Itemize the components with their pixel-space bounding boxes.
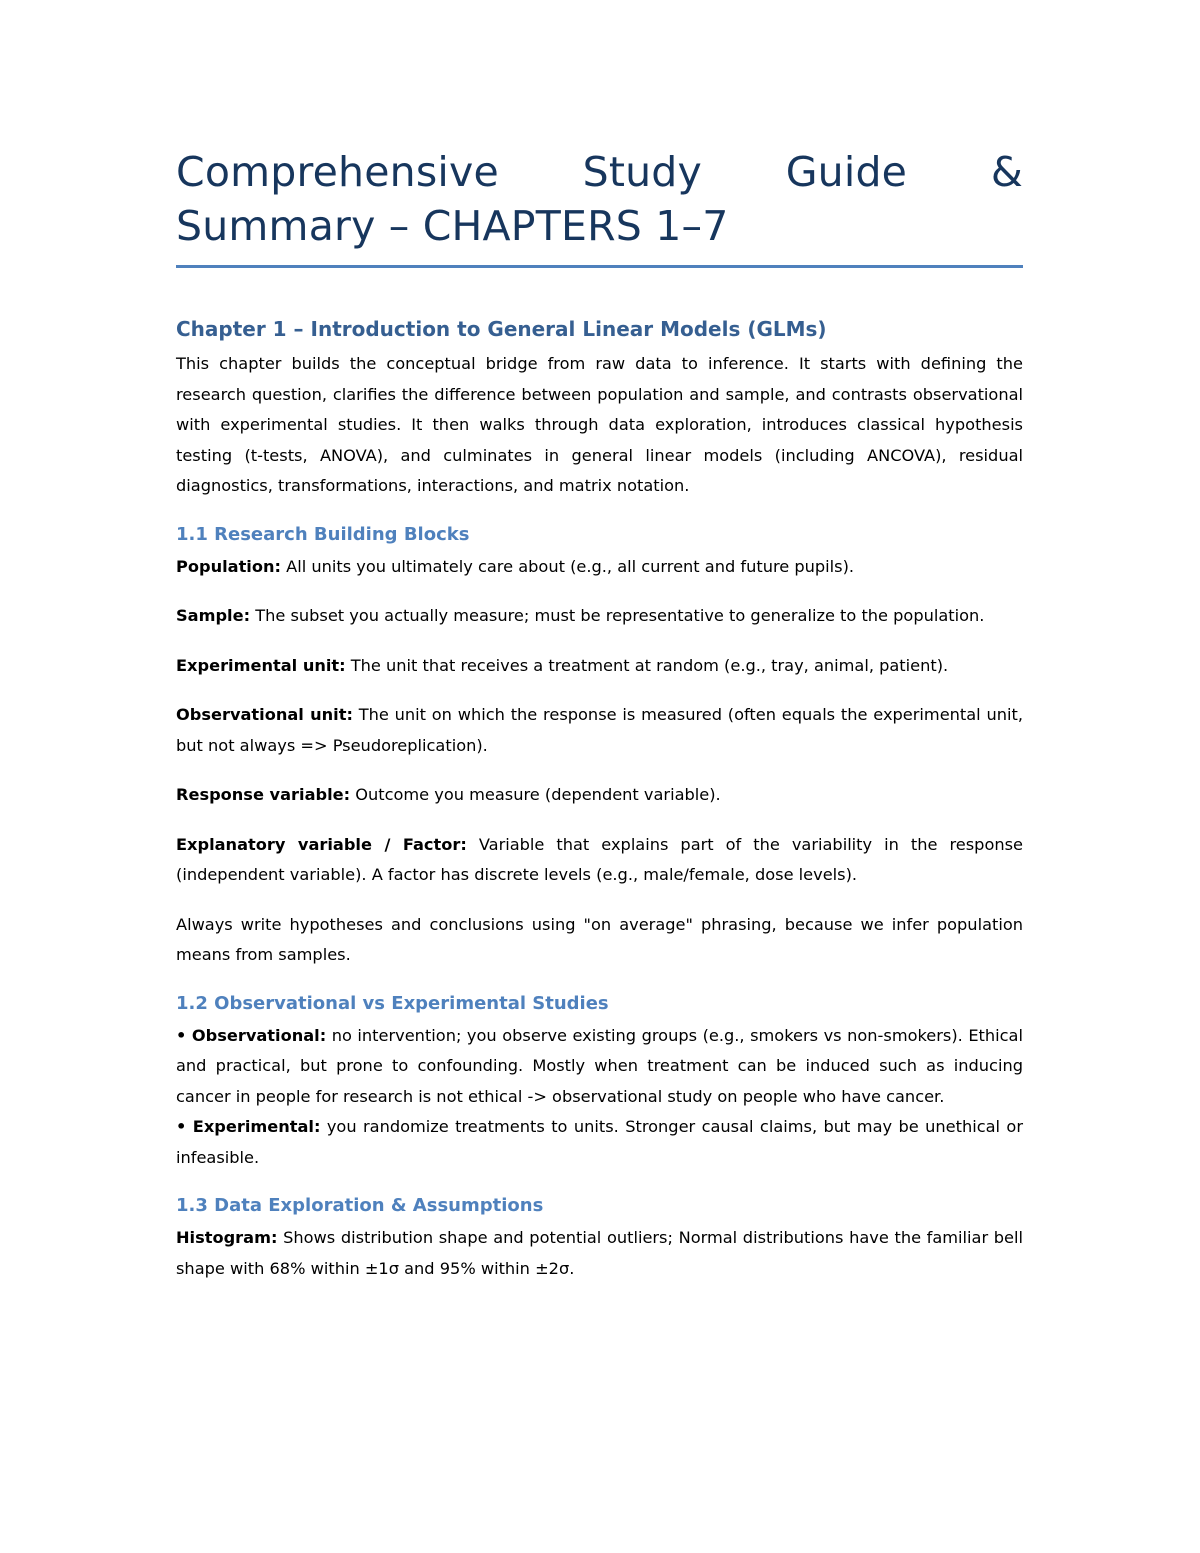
term-label: Experimental: [192, 1117, 321, 1136]
term-label: Response variable: [176, 785, 351, 804]
term-label: Observational unit: [176, 705, 353, 724]
bullet-experimental [176, 1112, 1023, 1173]
section-1-2-heading: 1.2 Observational vs Experimental Studies [176, 992, 609, 1014]
section-1-3-heading: 1.3 Data Exploration & Assumptions [176, 1195, 544, 1216]
on-average-note: Always write hypotheses and conclusions using "on average" phrasing, because we infer population means from samples. [176, 914, 1023, 964]
definition-text: The unit that receives a treatment at random (e.g., tray, animal, patient). [345, 655, 949, 675]
title-line-1 [176, 145, 1023, 199]
document-page [176, 145, 1023, 1284]
definition-sample [176, 601, 1023, 632]
term-label: Sample: [176, 606, 251, 625]
definition-experimental-unit [176, 651, 1023, 682]
chapter-1-intro: This chapter builds the conceptual bridge from raw data to inference. It starts with defining the research question, clarifies the difference between population and sample, and contrasts observational with experimental studies. It then walks through data exploration, introduces classical hypothesis testing (t-tests, ANOVA), and culminates in general linear models (including ANCOVA), residual diagnostics, transformations, interactions, and matrix notation. [176, 354, 1023, 495]
definition-observational-unit [176, 700, 1023, 761]
term-label: Experimental unit: [176, 655, 346, 675]
title-word: Study [582, 148, 702, 196]
document-title [176, 145, 1023, 253]
chapter-1-heading: Chapter 1 – Introduction to General Linear Models (GLMs) [176, 317, 827, 341]
definition-histogram [176, 1223, 1023, 1284]
definition-text: All units you ultimately care about (e.g., all current and future pupils). [280, 556, 855, 576]
definition-text: Outcome you measure (dependent variable). [350, 785, 721, 804]
definition-text: Variable that explains part of the variability in the response (independent variable). A factor has discrete levels (e.g., male/female, dose levels). [176, 834, 1023, 884]
definition-response-variable [176, 780, 1023, 811]
definition-text: Shows distribution shape and potential outliers; Normal distributions have the familiar bell shape with 68% within ±1σ and 95% within ±2σ. [176, 1228, 1023, 1278]
definition-text: The subset you actually measure; must be representative to generalize to the population. [250, 606, 985, 625]
bullet-icon: • [176, 1117, 187, 1136]
definition-population [176, 552, 1023, 583]
term-label: Explanatory variable / Factor: [176, 834, 467, 854]
title-line-2: Summary – CHAPTERS 1–7 [176, 202, 729, 250]
title-word: & [990, 148, 1023, 196]
definition-explanatory-variable [176, 830, 1023, 891]
bullet-text: you randomize treatments to units. Stronger causal claims, but may be unethical or infeasible. [176, 1117, 1023, 1167]
definition-text: The unit on which the response is measured (often equals the experimental unit, but not always => Pseudoreplication). [176, 705, 1023, 755]
term-label: Observational: [191, 1025, 327, 1045]
bullet-text: no intervention; you observe existing groups (e.g., smokers vs non-smokers). Ethical and practical, but prone to confounding. Mostly when treatment can be induced such as inducing cancer in people for research is not ethical -> observational study on people who have cancer. [176, 1025, 1023, 1106]
section-1-1-heading: 1.1 Research Building Blocks [176, 523, 470, 545]
title-word: Guide [785, 148, 908, 196]
bullet-icon: • [176, 1025, 187, 1045]
term-label: Histogram: [176, 1228, 278, 1247]
term-label: Population: [176, 556, 281, 576]
title-word: Comprehensive [176, 148, 499, 196]
bullet-observational [176, 1021, 1023, 1113]
title-underline-rule [176, 265, 1023, 268]
